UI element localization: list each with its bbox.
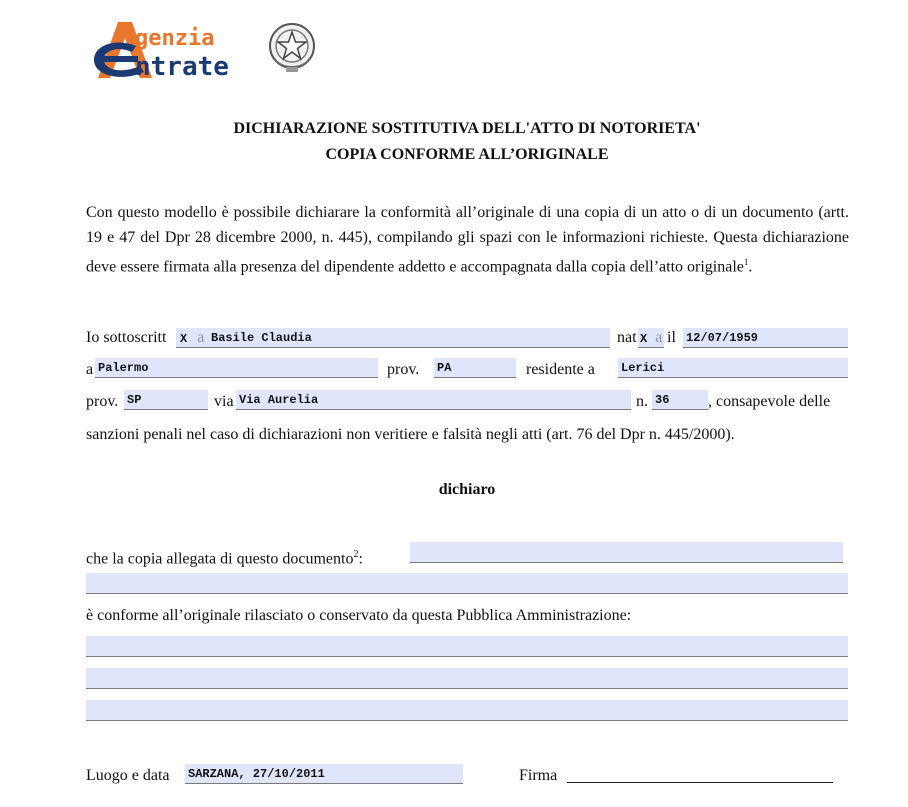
firma-line[interactable] — [567, 782, 833, 783]
footnote-2: 2 — [353, 549, 359, 560]
consapevole-text: , consapevole delle — [708, 393, 831, 410]
gender-option: a — [197, 329, 205, 346]
document-title — [86, 116, 848, 168]
agenzia-entrate-logo — [88, 16, 328, 80]
footnote-1: 1 — [743, 257, 749, 267]
intro-end: . — [748, 258, 753, 276]
luogo-data-label: Luogo e data — [86, 767, 170, 784]
nat-mark: X — [640, 332, 648, 346]
document-field-line-2[interactable] — [86, 573, 848, 594]
dichiaro-text: dichiaro — [438, 481, 496, 498]
dichiaro-heading — [86, 481, 848, 499]
street-number-field[interactable]: 36 — [652, 390, 708, 410]
residente-label: residente a — [526, 361, 595, 378]
office-field-line-2[interactable] — [86, 668, 848, 689]
residence-prov-field[interactable]: SP — [124, 390, 208, 410]
residence-field[interactable]: Lerici — [618, 358, 848, 378]
gender-choice-2[interactable] — [638, 328, 664, 348]
prov2-label: prov. — [86, 393, 119, 410]
io-sottoscritto-label: Io sottoscritt — [86, 329, 167, 346]
n-label: n. — [636, 393, 648, 410]
copia-colon: : — [358, 550, 363, 568]
via-label: via — [214, 393, 234, 410]
nat-option: a — [655, 329, 663, 346]
logo-text-genzia: genzia — [135, 26, 215, 51]
a-label: a — [86, 361, 94, 378]
title-line-1: DICHIARAZIONE SOSTITUTIVA DELL'ATTO DI NOTORIETA' — [233, 120, 701, 137]
logo-text-ntrate: ntrate — [135, 52, 229, 82]
nat-label: nat — [617, 329, 637, 346]
copia-label — [86, 545, 363, 569]
il-label: il — [667, 329, 676, 346]
sanzioni-text: sanzioni penali nel caso di dichiarazioni non veritiere e falsità negli atti (art. 76 del Dpr n. 445/2000). — [86, 426, 735, 443]
title-line-2: COPIA CONFORME ALL’ORIGINALE — [325, 146, 609, 163]
name-field[interactable]: Basile Claudia — [208, 328, 610, 348]
gender-mark: X — [180, 332, 188, 346]
copia-text: che la copia allegata di questo documento — [86, 550, 354, 568]
birth-place-field[interactable]: Palermo — [95, 358, 378, 378]
birth-date-field[interactable]: 12/07/1959 — [683, 328, 848, 348]
office-field-line-1[interactable] — [86, 636, 848, 657]
office-field-line-3[interactable] — [86, 700, 848, 721]
street-field[interactable]: Via Aurelia — [236, 390, 631, 410]
luogo-data-field[interactable]: SARZANA, 27/10/2011 — [185, 764, 463, 784]
intro-text: Con questo modello è possibile dichiarare la conformità all’originale di una copia di un atto o di un documento (artt. 19 e 47 del Dpr 28 dicembre 2000, n. 445), compilando gli spazi con le informazioni richieste. Questa dichiarazione deve essere firmata alla presenza del dipendente addetto e accompagnata dalla copia dell’atto originale — [86, 204, 849, 276]
republic-emblem-icon — [266, 20, 318, 76]
document-field-line-1[interactable] — [410, 542, 843, 563]
prov-label: prov. — [387, 361, 420, 378]
conforme-label: è conforme all’originale rilasciato o conservato da questa Pubblica Amministrazione: — [86, 607, 632, 624]
gender-choice-1[interactable] — [176, 328, 208, 348]
intro-paragraph — [86, 200, 849, 279]
firma-label: Firma — [519, 767, 558, 784]
birth-prov-field[interactable]: PA — [434, 358, 516, 378]
